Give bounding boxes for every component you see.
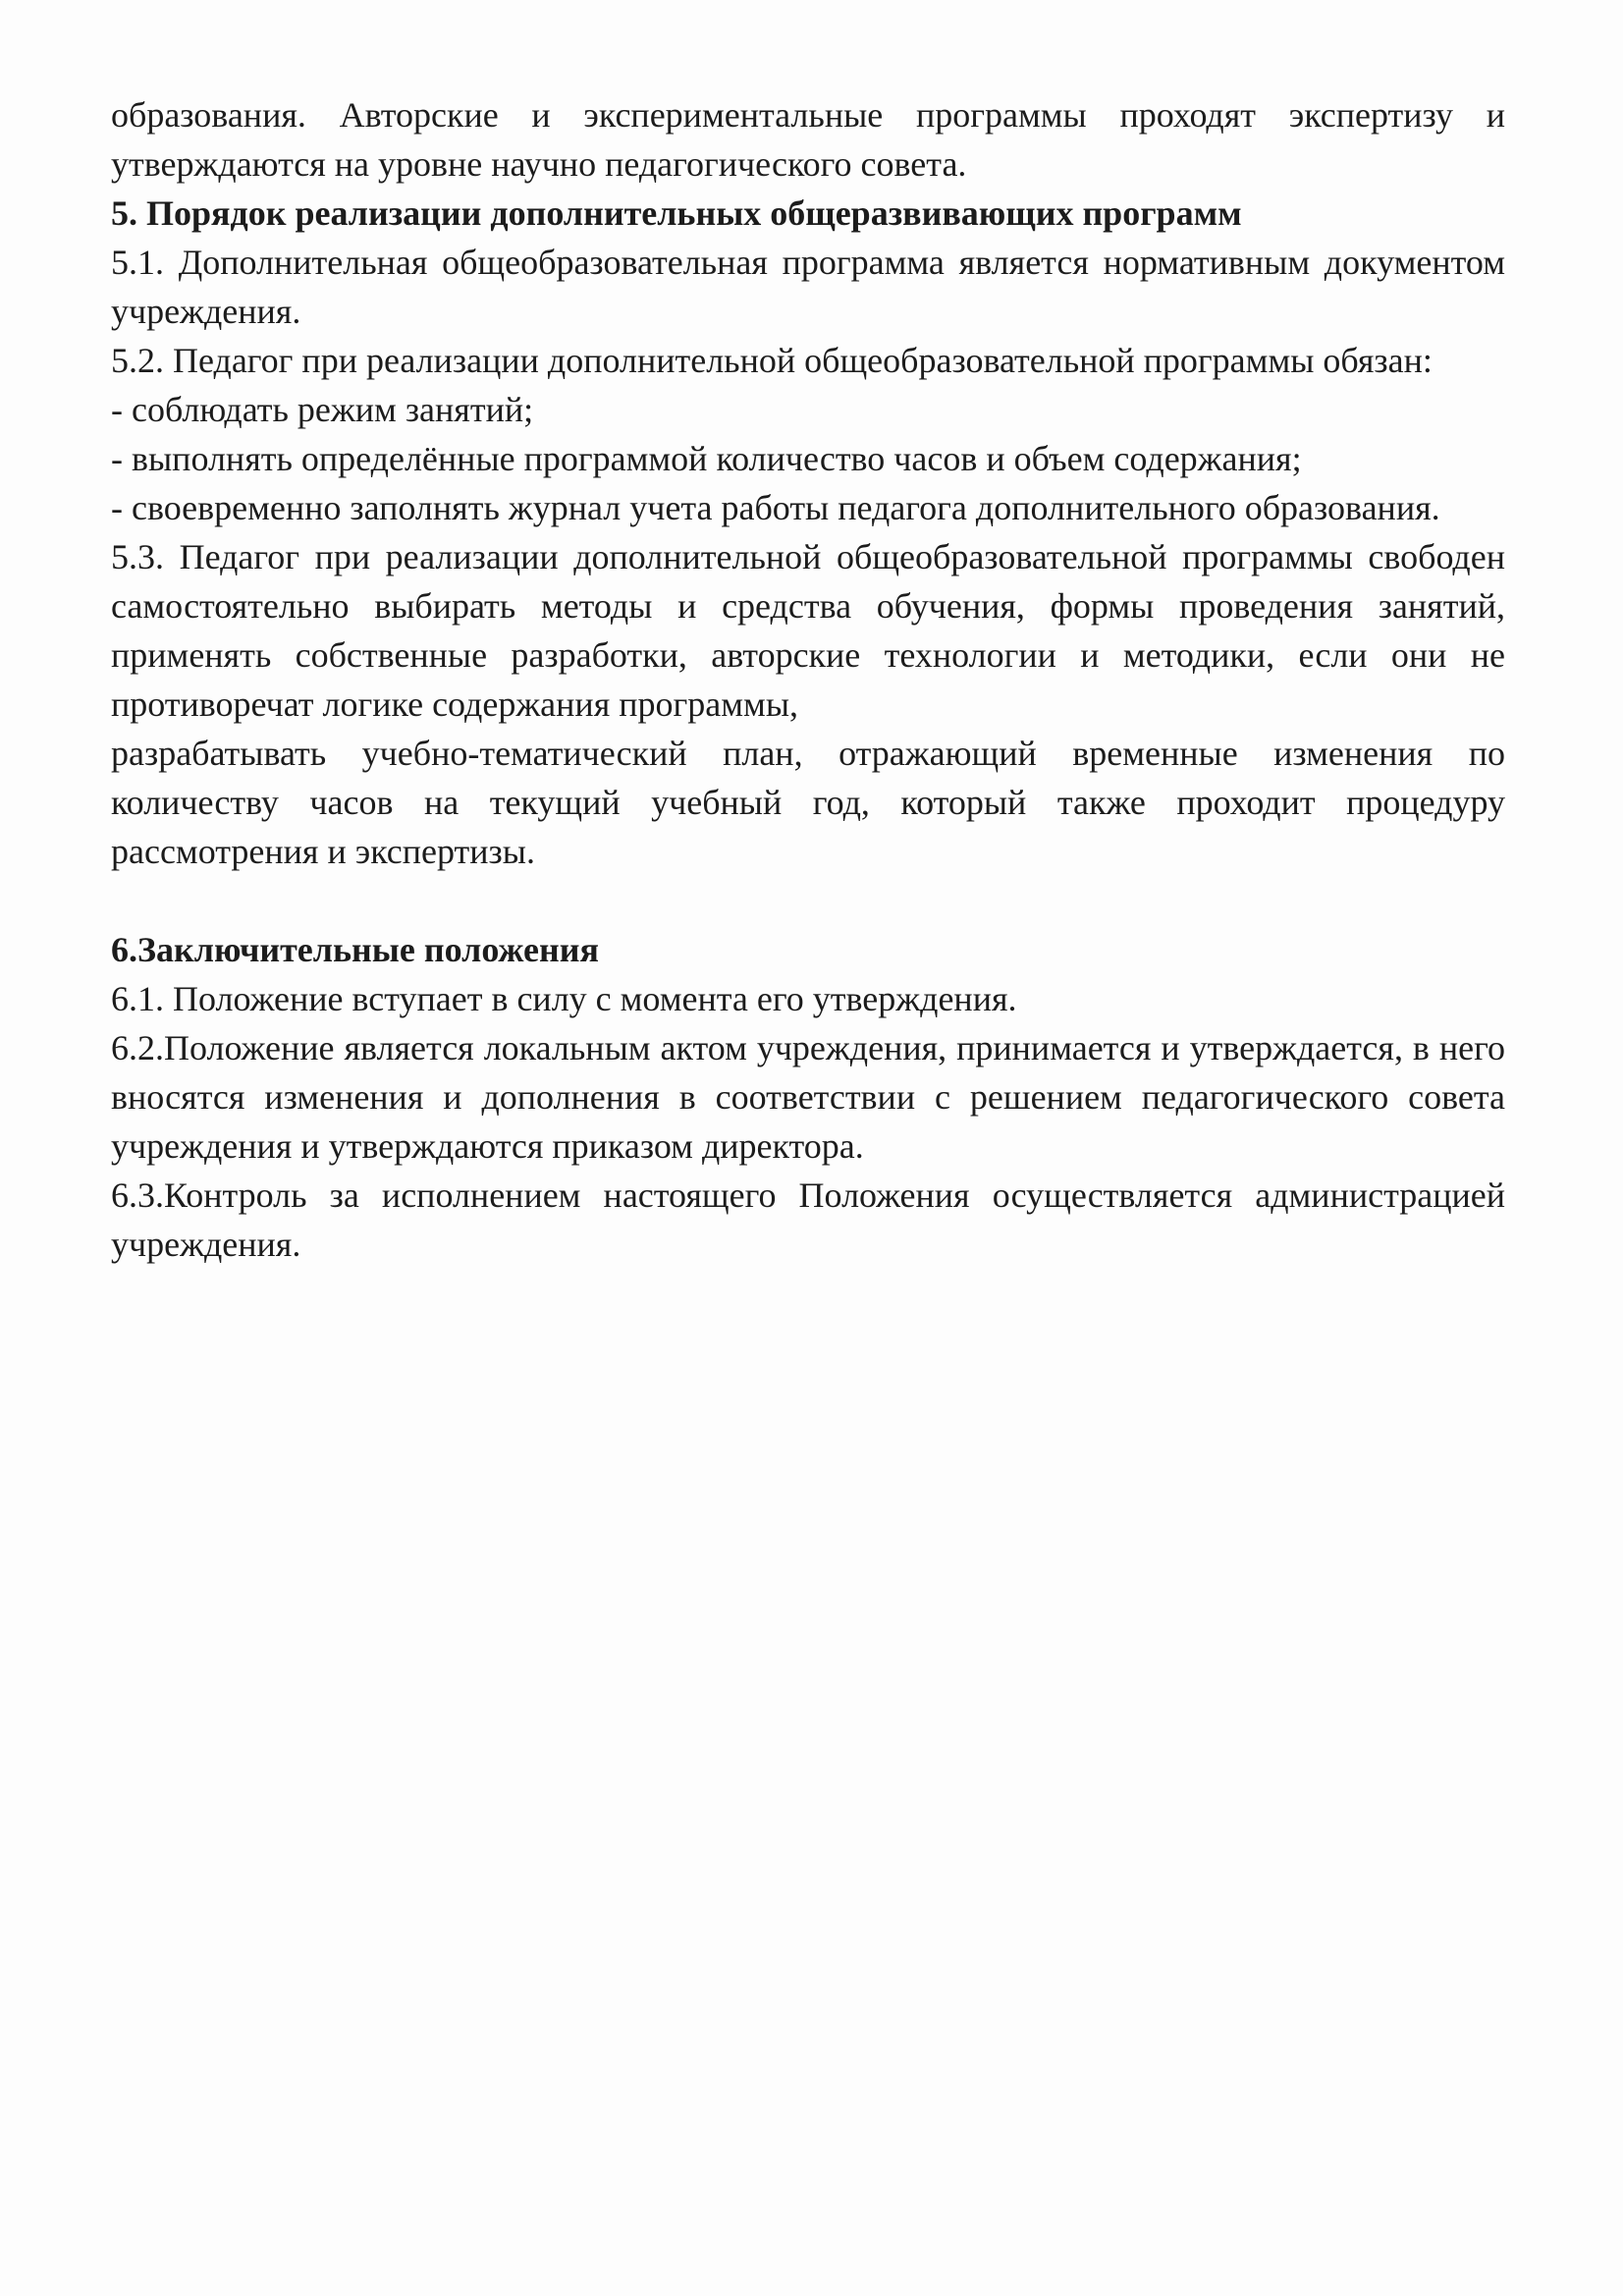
paragraph-6-2: 6.2.Положение является локальным актом учреждения, принимается и утверждается, в него вносятся изменения и дополнения в соответствии с решением педагогического совета учреждения и утверждаются приказом директора. [111,1028,1505,1166]
list-item-hours: - выполнять определённые программой количество часов и объем содержания; [111,439,1302,478]
paragraph-5-3-continued: разрабатывать учебно-тематический план, отражающий временные изменения по количеству часов на текущий учебный год, который также проходит процедуру рассмотрения и экспертизы. [111,734,1505,871]
paragraph-6-1: 6.1. Положение вступает в силу с момента его утверждения. [111,979,1017,1018]
document-body [111,90,1505,1269]
section-5-heading: 5. Порядок реализации дополнительных общеразвивающих программ [111,193,1242,233]
paragraph-5-2: 5.2. Педагог при реализации дополнительной общеобразовательной программы обязан: [111,341,1433,380]
paragraph-5-1: 5.1. Дополнительная общеобразовательная программа является нормативным документом учреждения. [111,243,1505,331]
list-item-journal: - своевременно заполнять журнал учета работы педагога дополнительного образования. [111,488,1440,527]
list-item-schedule: - соблюдать режим занятий; [111,390,534,429]
paragraph-5-3: 5.3. Педагог при реализации дополнительной общеобразовательной программы свободен самостоятельно выбирать методы и средства обучения, формы проведения занятий, применять собственные разработки, авторские технологии и методики, если они не противоречат логике содержания программы, [111,537,1505,724]
section-6-heading: 6.Заключительные положения [111,930,599,969]
paragraph-6-3: 6.3.Контроль за исполнением настоящего Положения осуществляется администрацией учреждения. [111,1175,1505,1264]
intro-paragraph: образования. Авторские и экспериментальные программы проходят экспертизу и утверждаются на уровне научно педагогического совета. [111,95,1505,184]
section-spacer [111,876,1505,925]
